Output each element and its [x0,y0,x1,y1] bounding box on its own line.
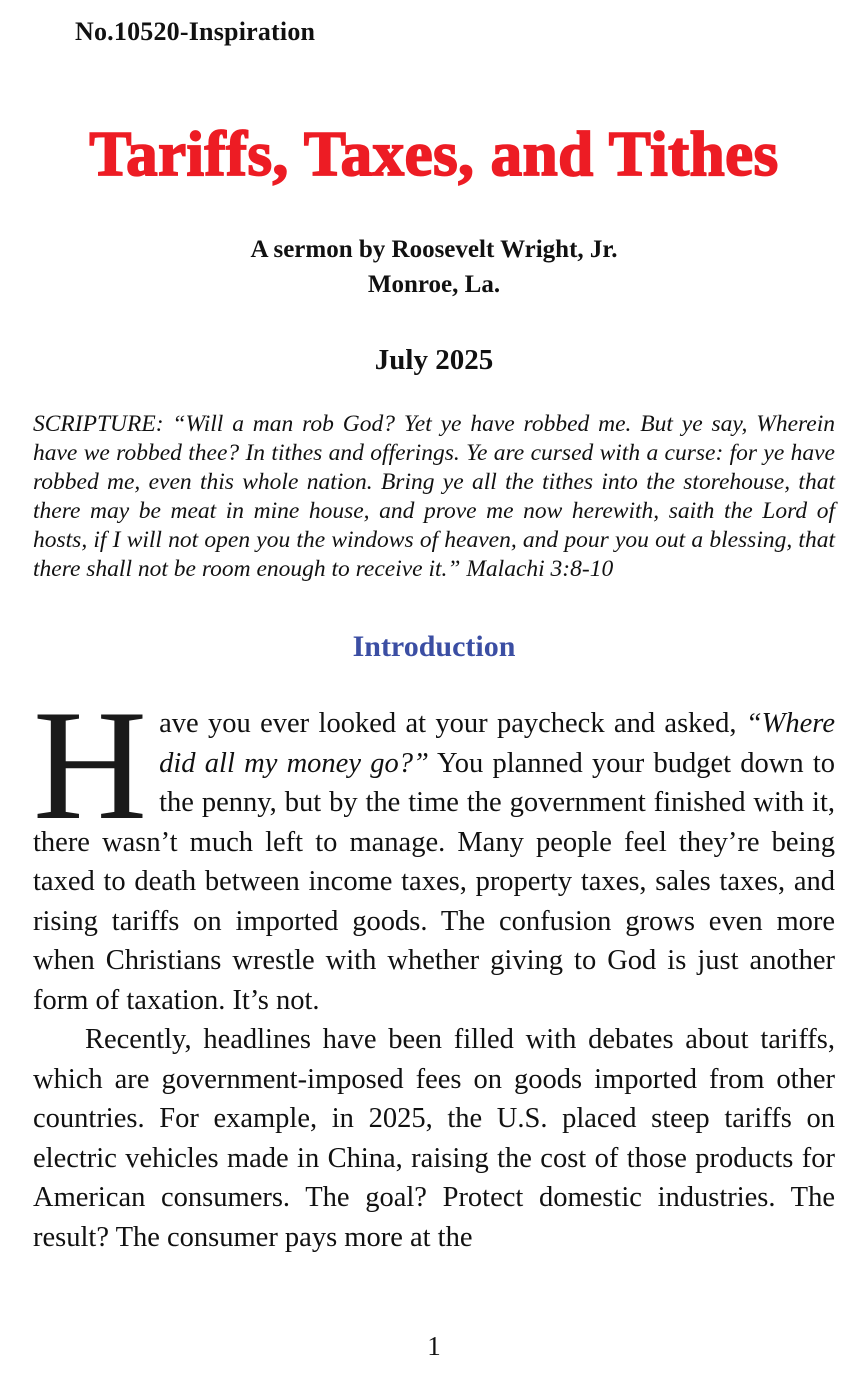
body-paragraph-2: Recently, headlines have been filled with debates about tariffs, which are government-imposed fees on goods imported from other countries. For example, in 2025, the U.S. placed steep tariffs on electric vehicles made in China, raising the cost of those products for American consumers. The goal? Protect domestic industries. The result? The consumer pays more at the [33,1024,835,1253]
document-number: No.10520-Inspiration [75,17,316,46]
scripture-passage: SCRIPTURE: “Will a man rob God? Yet ye have robbed me. But ye say, Wherein have we robbed thee? In tithes and offerings. Ye are cursed with a curse: for ye have robbed me, even this whole nation. Bring ye all the tithes into the storehouse, that there may be meat in mine house, and prove me now herewith, saith the Lord of hosts, if I will not open you the windows of heaven, and pour you out a blessing, that there shall not be room enough to receive it.” Malachi 3:8-10 [33,411,835,582]
paragraph-1-quote: “Where did all my money go?” [159,708,835,779]
drop-cap: H [33,678,148,853]
byline [0,232,868,302]
page-number: 1 [427,1331,441,1361]
paragraph-1-text-start: ave you ever looked at your paycheck and asked, [159,708,746,739]
paragraph-1-text-end: You planned your budget down to the penny, but by the time the government finished with it, there wasn’t much left to manage. Many people feel they’re being taxed to death between income taxes, property taxes, sales taxes, and rising tariffs on imported goods. The confusion grows even more when Christians wrestle with whether giving to God is just another form of taxation. It’s not. [33,747,836,1016]
sermon-date: July 2025 [374,344,494,376]
sermon-title: Tariffs, Taxes, and Tithes [89,119,779,189]
section-heading-introduction: Introduction [352,630,516,663]
byline-author: A sermon by Roosevelt Wright, Jr. [250,236,618,263]
body-paragraph-1 [33,678,836,1020]
byline-location: Monroe, La. [367,271,501,298]
